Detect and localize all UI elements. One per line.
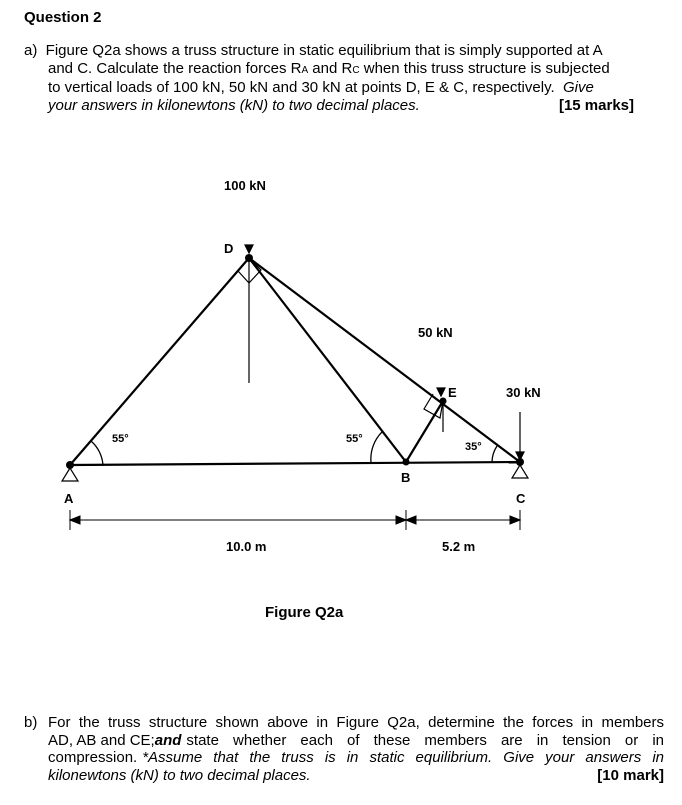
member-ac <box>70 462 520 465</box>
node-label-c: C <box>516 491 526 506</box>
support-a-triangle-icon <box>62 468 78 481</box>
question-heading: Question 2 <box>24 9 102 26</box>
arrow-down-icon-e <box>437 388 445 396</box>
node-label-e: E <box>448 385 457 400</box>
dim-arrow-icon-b-left <box>396 516 406 524</box>
support-c-triangle-icon <box>512 465 528 478</box>
angle-label-b: 55° <box>346 433 363 445</box>
dim-arrow-icon-a <box>70 516 80 524</box>
dimension-label-bc: 5.2 m <box>442 539 476 554</box>
part-b-line-2: AD, AB and CE; and state whether each of these members are in tension or in <box>48 731 664 749</box>
node-label-b: B <box>401 470 411 485</box>
angle-label-a: 55° <box>112 433 129 445</box>
part-b-line-4: kilonewtons (kN) to two decimal places. [10 mark] <box>48 766 664 784</box>
node-label-d: D <box>224 241 234 256</box>
part-a-line-4: your answers in kilonewtons (kN) to two decimal places. [15 marks] <box>48 96 634 114</box>
figure-caption: Figure Q2a <box>265 604 344 621</box>
subscript-a: A <box>301 64 309 76</box>
dim-arrow-icon-c <box>510 516 520 524</box>
dimension-label-ab: 10.0 m <box>226 539 267 554</box>
load-label-c: 30 kN <box>506 385 541 400</box>
angle-arc-b <box>371 432 382 462</box>
dim-arrow-icon-b-right <box>406 516 416 524</box>
part-a-line-2: and C. Calculate the reaction forces RA and RC when this truss structure is subjected <box>48 59 610 77</box>
load-label-e: 50 kN <box>418 325 453 340</box>
part-a-marks: [15 marks] <box>558 96 634 114</box>
angle-label-c: 35° <box>465 441 482 453</box>
node-label-a: A <box>64 491 74 506</box>
member-be <box>406 401 443 462</box>
part-a-line-3: to vertical loads of 100 kN, 50 kN and 30 kN at points D, E & C, respectively. Give <box>48 79 594 96</box>
subscript-c: C <box>352 64 360 76</box>
angle-arc-c <box>492 446 497 462</box>
load-label-d: 100 kN <box>224 178 266 193</box>
part-b-line-3: compression. *Assume that the truss is in static equilibrium. Give your answers in <box>48 749 664 766</box>
angle-arc-a <box>91 441 103 466</box>
member-dc <box>249 258 520 462</box>
arrow-down-icon-d <box>245 245 253 253</box>
member-db <box>249 258 406 462</box>
truss-members <box>70 258 520 465</box>
joint-b <box>403 459 410 466</box>
part-b-text <box>24 714 664 784</box>
part-b-marks: [10 mark] <box>597 766 664 784</box>
part-a-line-1: a) Figure Q2a shows a truss structure in static equilibrium that is simply supported at A <box>24 42 603 59</box>
member-ad <box>70 258 249 465</box>
part-b-line-1: b) For the truss structure shown above in Figure Q2a, determine the forces in members <box>24 714 664 731</box>
